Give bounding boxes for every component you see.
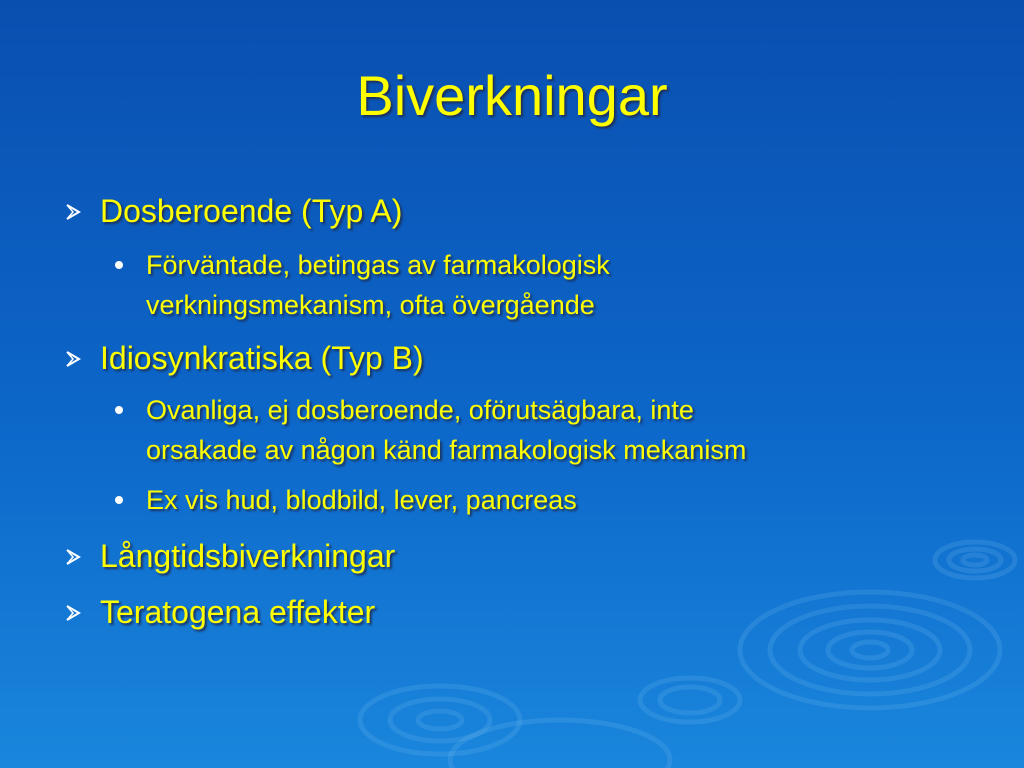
bullet-item-level2 [146,245,1006,325]
bullet-text-line: orsakade av någon känd farmakologisk mekanism [146,435,747,465]
bullet-text-line: Förväntade, betingas av farmakologisk [146,250,610,280]
bullet-item-level2 [146,480,1006,520]
dot-icon [115,496,123,504]
slide-title: Biverkningar [356,64,668,127]
bullet-item-level1 [100,592,375,632]
bullet-text-line: Ovanliga, ej dosberoende, oförutsägbara, inte [146,395,694,425]
bullet-text-line: Ex vis hud, blodbild, lever, pancreas [146,485,577,515]
chevron-arrow-icon [65,605,81,621]
bullet-item-level1 [100,191,402,231]
dot-icon [115,406,123,414]
bullet-item-level2 [146,390,1006,470]
dot-icon [115,261,123,269]
bullet-text: Teratogena effekter [100,594,376,630]
bullet-text-line: verkningsmekanism, ofta övergående [146,290,595,320]
bullet-item-level1 [100,338,424,378]
chevron-arrow-icon [65,204,81,220]
bullet-item-level1 [100,536,395,576]
bullet-text: Idiosynkratiska (Typ B) [100,340,424,376]
chevron-arrow-icon [65,549,81,565]
chevron-arrow-icon [65,351,81,367]
bullet-text: Dosberoende (Typ A) [100,193,403,229]
bullet-text: Långtidsbiverkningar [100,538,396,574]
